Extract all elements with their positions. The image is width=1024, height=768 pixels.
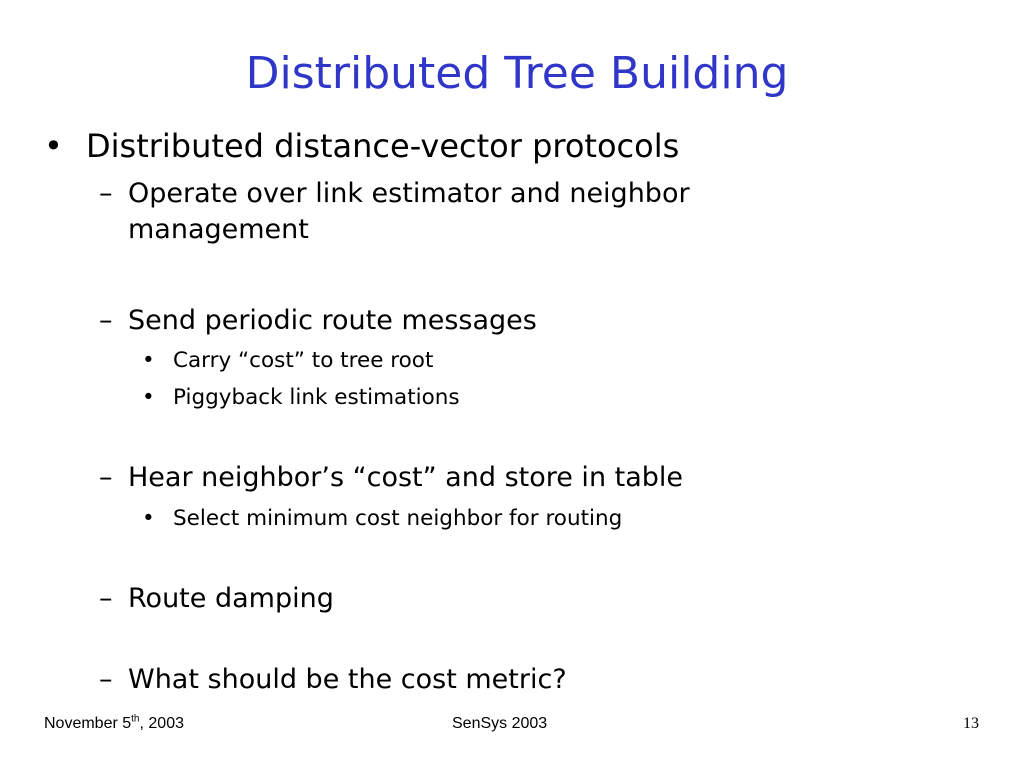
sub-route-damping: Route damping [128, 583, 334, 614]
footer-page-number: 13 [963, 715, 979, 732]
item-select-minimum: Select minimum cost neighbor for routing [173, 506, 623, 531]
item-carry-cost: Carry “cost” to tree root [173, 348, 434, 373]
sub-link-estimator-cont: management [128, 214, 309, 245]
bullet-distance-vector: Distributed distance-vector protocols [86, 127, 680, 165]
footer-date-prefix: November 5 [44, 715, 132, 732]
sub-cost-metric: What should be the cost metric? [128, 664, 567, 695]
sub-hear-neighbor: Hear neighbor’s “cost” and store in table [128, 462, 684, 493]
bullet-marker: • [44, 127, 63, 165]
dash-marker: – [99, 305, 113, 336]
footer-date-sup: th [131, 713, 140, 725]
footer-date-suffix: , 2003 [139, 715, 184, 732]
dash-marker: – [99, 583, 113, 614]
dash-marker: – [99, 664, 113, 695]
slide-title: Distributed Tree Building [245, 48, 789, 99]
dash-marker: – [99, 178, 113, 209]
dot-marker: • [142, 348, 155, 373]
dash-marker: – [99, 462, 113, 493]
sub-link-estimator: Operate over link estimator and neighbor [128, 178, 690, 209]
footer-date [44, 712, 184, 736]
footer-conference: SenSys 2003 [452, 715, 548, 732]
item-piggyback: Piggyback link estimations [173, 385, 460, 410]
dot-marker: • [142, 506, 155, 531]
sub-route-messages: Send periodic route messages [128, 305, 537, 336]
dot-marker: • [142, 385, 155, 410]
